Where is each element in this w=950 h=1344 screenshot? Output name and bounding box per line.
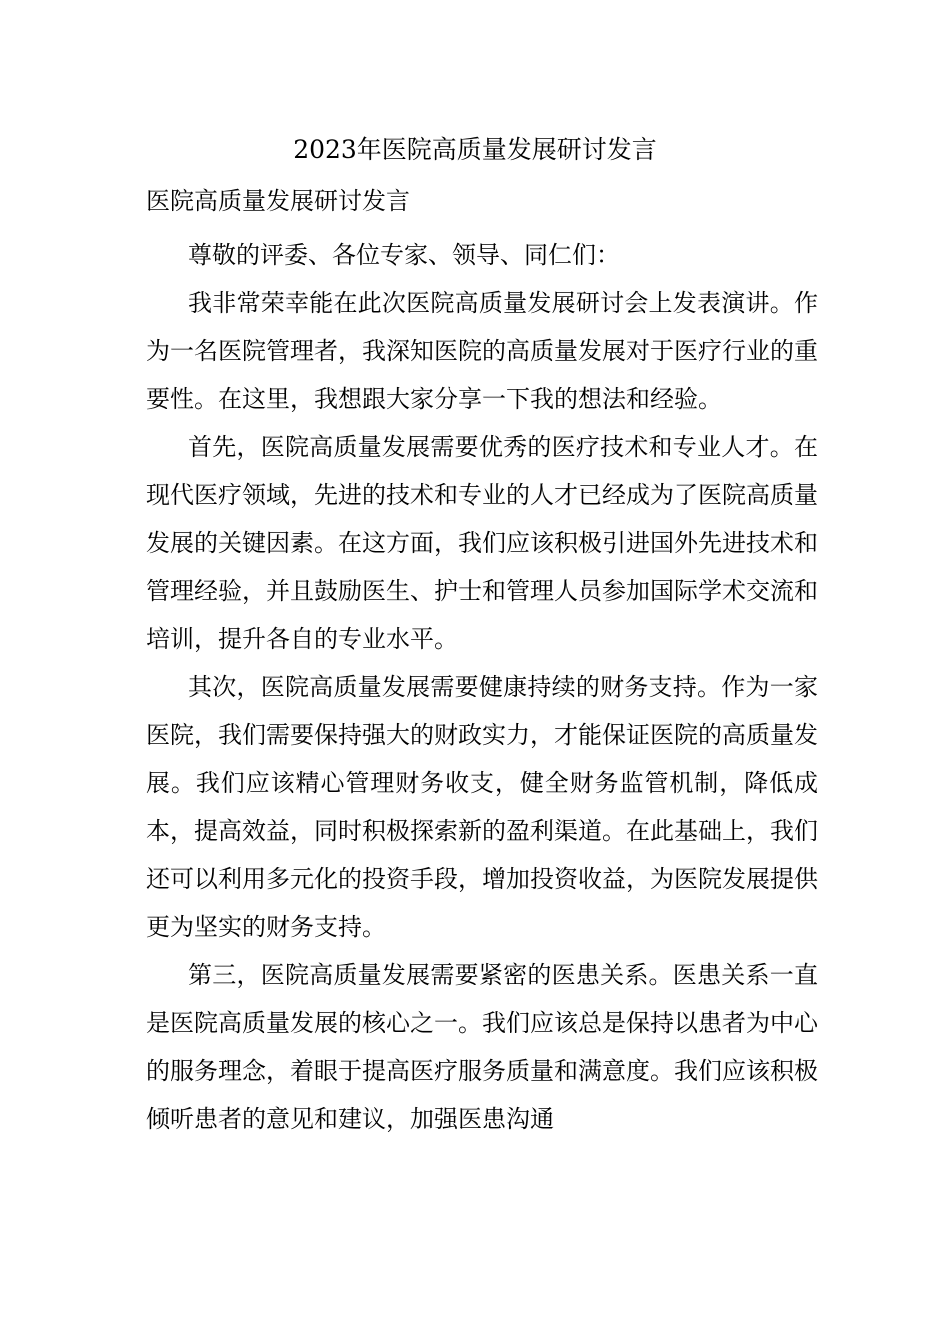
paragraph-intro: 我非常荣幸能在此次医院高质量发展研讨会上发表演讲。作为一名医院管理者，我深知医院的高质量发展对于医疗行业的重要性。在这里，我想跟大家分享一下我的想法和经验。 [146,289,818,413]
paragraph-salutation: 尊敬的评委、各位专家、领导、同仁们： [188,241,620,269]
paragraph-second-point: 其次，医院高质量发展需要健康持续的财务支持。作为一家医院，我们需要保持强大的财政实力，才能保证医院的高质量发展。我们应该精心管理财务收支，健全财务监管机制，降低成本，提高效益，同时积极探索新的盈利渠道。在此基础上，我们还可以利用多元化的投资手段，增加投资收益，为医院发展提供更为坚实的财务支持。 [146,673,818,941]
document-subtitle: 医院高质量发展研讨发言 [146,187,410,215]
document-body [146,231,818,1143]
paragraph-third-point: 第三，医院高质量发展需要紧密的医患关系。医患关系一直是医院高质量发展的核心之一。我们应该总是保持以患者为中心的服务理念，着眼于提高医疗服务质量和满意度。我们应该积极倾听患者的意见和建议，加强医患沟通 [146,961,818,1133]
paragraph-first-point: 首先，医院高质量发展需要优秀的医疗技术和专业人才。在现代医疗领域，先进的技术和专业的人才已经成为了医院高质量发展的关键因素。在这方面，我们应该积极引进国外先进技术和管理经验，并且鼓励医生、护士和管理人员参加国际学术交流和培训，提升各自的专业水平。 [146,433,818,653]
document-title: 2023年医院高质量发展研讨发言 [293,135,657,164]
